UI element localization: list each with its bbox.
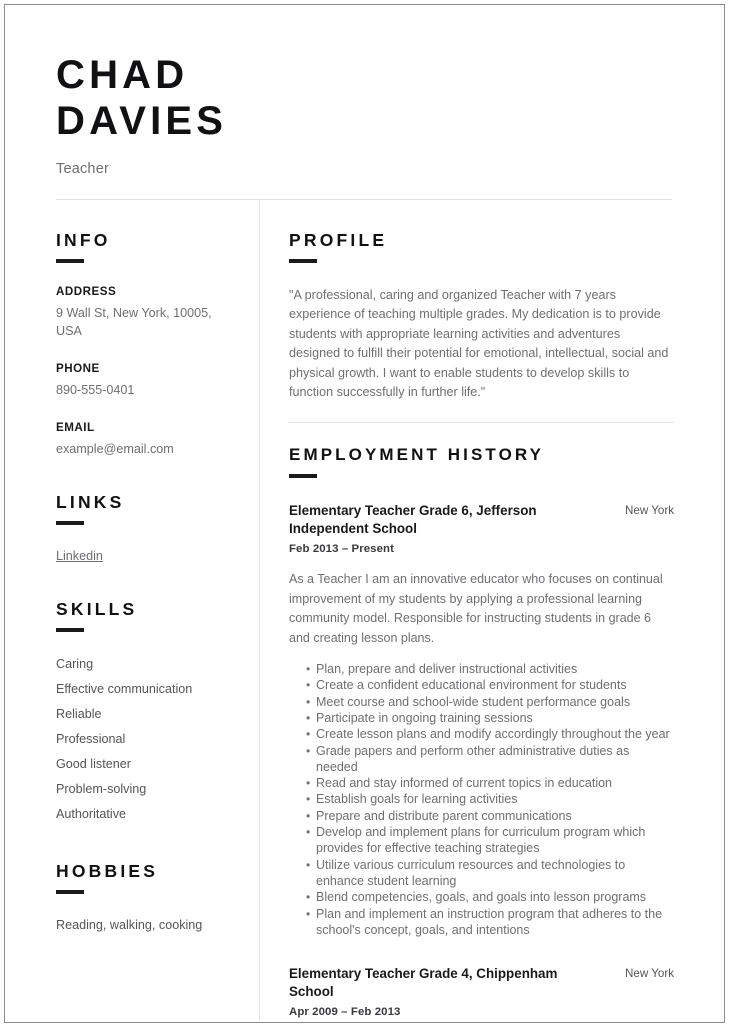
skill-item: Effective communication <box>56 682 193 696</box>
job-duty: • Prepare and distribute parent communications <box>306 808 674 824</box>
job-duty: • Plan, prepare and deliver instructional activities <box>306 661 674 677</box>
job-location: New York <box>625 967 674 981</box>
resume-body <box>56 200 672 1020</box>
skill-item: Good listener <box>56 757 131 771</box>
sidebar-section-info <box>56 230 241 458</box>
job-dates: Feb 2013 – Present <box>289 543 395 556</box>
hobbies-text: Reading, walking, cooking <box>56 918 203 932</box>
skill-item: Caring <box>56 657 94 671</box>
skills-list <box>56 652 241 827</box>
job-dates: Apr 2009 – Feb 2013 <box>289 1006 401 1019</box>
first-name: CHAD <box>56 53 189 97</box>
skill-item: Problem-solving <box>56 782 147 796</box>
skill-item: Professional <box>56 732 126 746</box>
job-duty: • Establish goals for learning activities <box>306 791 674 807</box>
job-location: New York <box>625 504 674 518</box>
profile-heading-rule <box>289 259 317 263</box>
info-heading: INFO <box>56 230 111 250</box>
link-linkedin[interactable]: Linkedin <box>56 549 103 563</box>
employment-heading: EMPLOYMENT HISTORY <box>289 445 545 465</box>
info-heading-rule <box>56 259 84 263</box>
hobbies-heading-rule <box>56 890 84 894</box>
sidebar-section-skills <box>56 599 241 827</box>
links-heading-rule <box>56 521 84 525</box>
address-value: 9 Wall St, New York, 10005, USA <box>56 306 212 338</box>
main-section-profile <box>289 230 674 402</box>
job-duties-list <box>289 661 674 938</box>
job-duty: • Create a confident educational environment for students <box>306 677 674 693</box>
main-section-employment <box>289 445 674 1018</box>
info-field-email <box>56 421 241 458</box>
info-field-address <box>56 285 241 340</box>
employment-heading-rule <box>289 474 317 478</box>
job-duty: • Participate in ongoing training sessions <box>306 710 674 726</box>
phone-label: PHONE <box>56 362 100 375</box>
job-summary: As a Teacher I am an innovative educator who focuses on continual improvement of my students by applying a professional learning community model. Responsible for instructing students in grade 6 and creating lesson plans. <box>289 572 663 645</box>
profile-heading: PROFILE <box>289 230 388 250</box>
sidebar-section-links <box>56 492 241 565</box>
email-label: EMAIL <box>56 421 95 434</box>
skill-item: Authoritative <box>56 807 127 821</box>
job-role: Elementary Teacher Grade 4, Chippenham School <box>289 966 558 999</box>
job-duty: • Blend competencies, goals, and goals into lesson programs <box>306 889 674 905</box>
job-duty: • Create lesson plans and modify accordingly throughout the year <box>306 726 674 742</box>
sidebar <box>56 200 259 1020</box>
skills-heading-rule <box>56 628 84 632</box>
address-label: ADDRESS <box>56 285 117 298</box>
employment-entry-header <box>289 502 674 537</box>
skills-heading: SKILLS <box>56 599 138 619</box>
links-heading: LINKS <box>56 492 125 512</box>
skill-item: Reliable <box>56 707 102 721</box>
job-duty: • Plan and implement an instruction program that adheres to the school's concept, goals, and intentions <box>306 906 674 939</box>
info-field-phone <box>56 362 241 399</box>
header-job-title: Teacher <box>56 161 109 177</box>
employment-entry-header <box>289 965 674 1000</box>
job-duty: • Utilize various curriculum resources and technologies to enhance student learning <box>306 857 674 890</box>
employment-entry <box>289 965 674 1018</box>
phone-value: 890-555-0401 <box>56 383 135 397</box>
profile-text: "A professional, caring and organized Teacher with 7 years experience of teaching multiple grades. My dedication is to provide students with appropriate learning activities and adventures designed to fulfill their potential for emotional, intellectual, social and physical growth. I want to enable students to develop skills to function successfully in further life." <box>289 288 669 400</box>
profile-employment-divider <box>289 422 674 423</box>
job-duty: • Meet course and school-wide student performance goals <box>306 694 674 710</box>
job-duty: • Grade papers and perform other administrative duties as needed <box>306 743 674 776</box>
job-duty: • Read and stay informed of current topics in education <box>306 775 674 791</box>
main-column <box>260 200 674 1020</box>
resume-header <box>56 0 672 177</box>
last-name: DAVIES <box>56 99 228 143</box>
job-role: Elementary Teacher Grade 6, Jefferson Independent School <box>289 503 537 536</box>
sidebar-section-hobbies <box>56 861 241 934</box>
job-duty: • Develop and implement plans for curriculum program which provides for effective teaching strategies <box>306 824 674 857</box>
email-value: example@email.com <box>56 442 174 456</box>
employment-entry <box>289 502 674 938</box>
hobbies-heading: HOBBIES <box>56 861 159 881</box>
